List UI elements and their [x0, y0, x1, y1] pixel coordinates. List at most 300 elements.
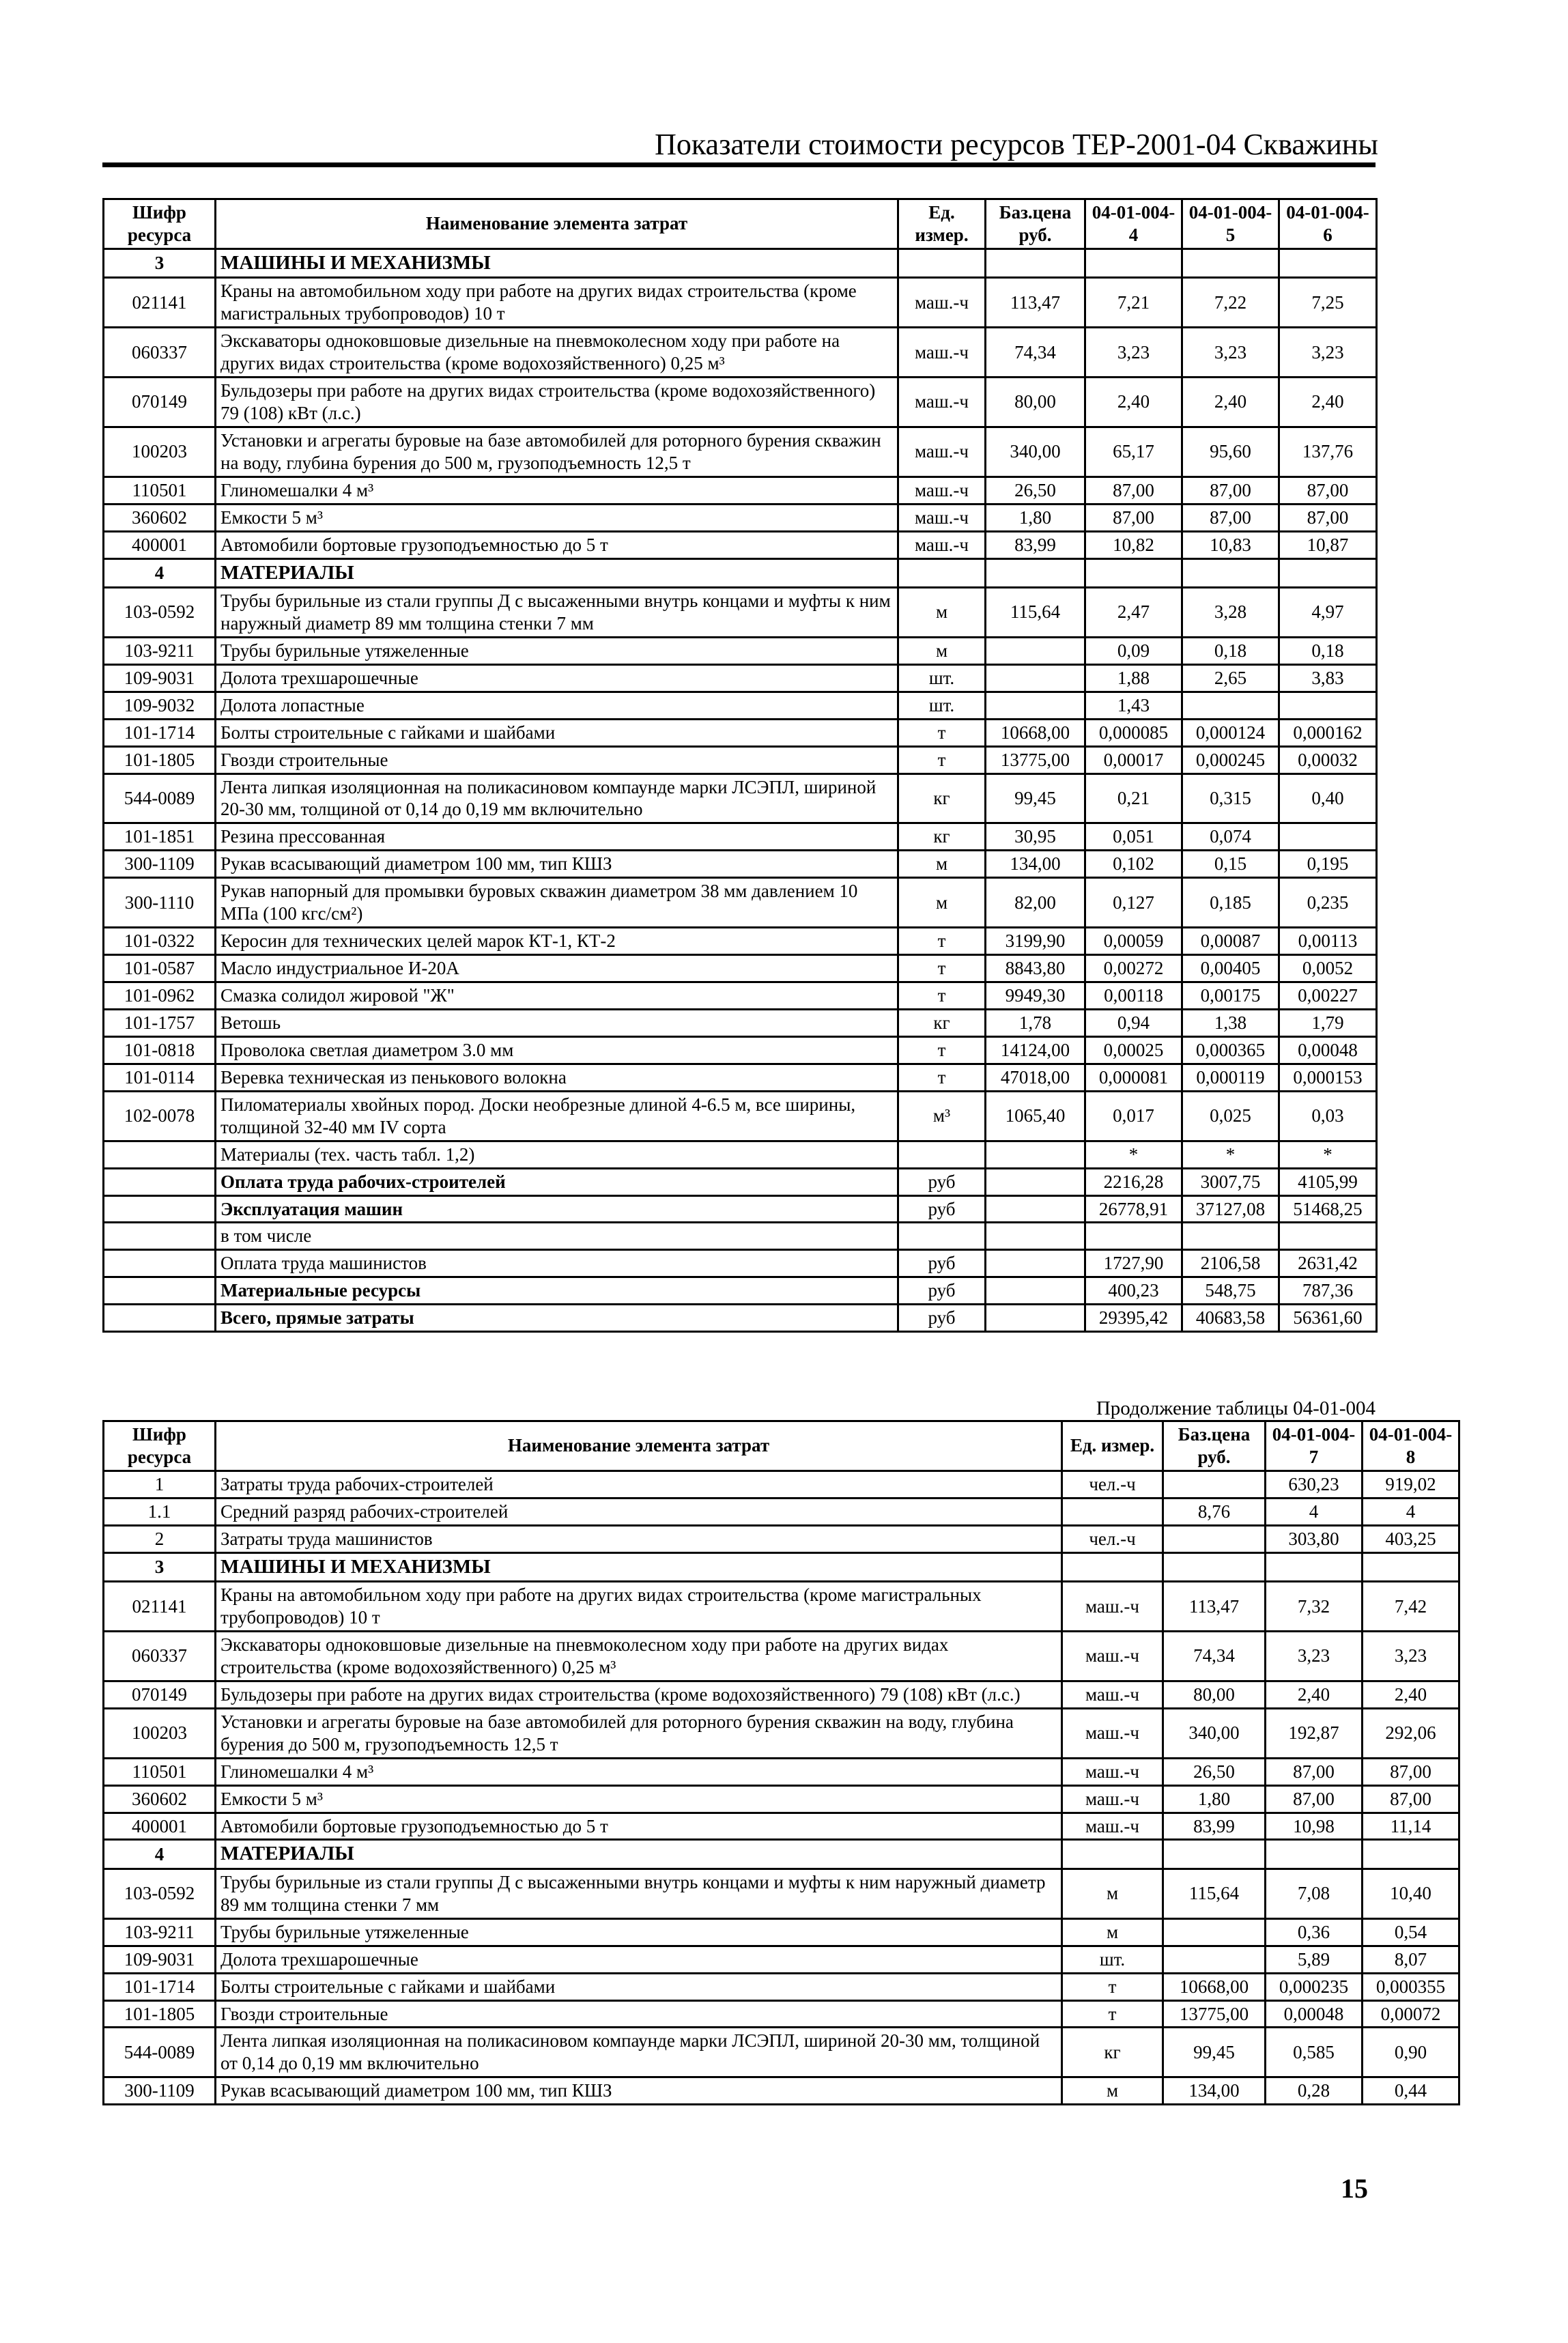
table-row	[104, 1525, 1459, 1552]
norm-value-cell	[1182, 1223, 1279, 1250]
base-price-cell	[1163, 1946, 1266, 1973]
col-header-norm: 04-01-004-7	[1266, 1421, 1363, 1471]
base-price-cell: 340,00	[986, 427, 1085, 477]
resource-name-cell: Резина прессованная	[216, 823, 898, 851]
table-row	[104, 1708, 1459, 1758]
norm-value-cell: 3,23	[1182, 328, 1279, 378]
table-row	[104, 1631, 1459, 1681]
table-row	[104, 1277, 1377, 1305]
norm-value-cell: 0,54	[1363, 1918, 1459, 1946]
resource-code-cell: 103-9211	[104, 1918, 216, 1946]
norm-value-cell	[1182, 692, 1279, 719]
base-price-cell: 1,80	[986, 504, 1085, 531]
resource-code-cell: 300-1109	[104, 851, 216, 878]
norm-value-cell	[1266, 1840, 1363, 1869]
norm-value-cell	[1279, 248, 1377, 277]
unit-cell: т	[898, 1036, 986, 1064]
col-header-price: Баз.цена руб.	[1163, 1421, 1266, 1471]
norm-value-cell: 3,83	[1279, 664, 1377, 692]
base-price-cell: 80,00	[986, 378, 1085, 427]
table-row	[104, 637, 1377, 664]
resource-code-cell: 100203	[104, 1708, 216, 1758]
resource-name-cell: Установки и агрегаты буровые на базе автомобилей для роторного бурения скважин на воду, глубина бурения до 500 м, грузоподъемность 12,5 т	[216, 1708, 1062, 1758]
resource-name-cell: Веревка техническая из пенькового волокна	[216, 1064, 898, 1091]
unit-cell	[1062, 1498, 1163, 1525]
table-row	[104, 1918, 1459, 1946]
norm-value-cell: 0,90	[1363, 2028, 1459, 2077]
resource-code-cell: 060337	[104, 328, 216, 378]
norm-value-cell: 0,00025	[1085, 1036, 1182, 1064]
base-price-cell: 10668,00	[986, 719, 1085, 746]
resource-name-cell: МАШИНЫ И МЕХАНИЗМЫ	[216, 248, 898, 277]
norm-value-cell: 2,40	[1363, 1681, 1459, 1708]
norm-value-cell	[1279, 558, 1377, 587]
resource-code-cell: 4	[104, 558, 216, 587]
norm-value-cell: 0,000085	[1085, 719, 1182, 746]
norm-value-cell: 0,44	[1363, 2077, 1459, 2105]
norm-value-cell: 4,97	[1279, 587, 1377, 637]
norm-value-cell: 37127,08	[1182, 1195, 1279, 1223]
table-row	[104, 1973, 1459, 2000]
col-header-price: Баз.цена руб.	[986, 199, 1085, 249]
norm-value-cell: 0,18	[1279, 637, 1377, 664]
norm-value-cell: *	[1182, 1141, 1279, 1168]
norm-value-cell: 192,87	[1266, 1708, 1363, 1758]
norm-value-cell: 7,25	[1279, 278, 1377, 328]
unit-cell: т	[1062, 2000, 1163, 2028]
base-price-cell: 14124,00	[986, 1036, 1085, 1064]
norm-value-cell: 0,000355	[1363, 1973, 1459, 2000]
unit-cell: маш.-ч	[1062, 1708, 1163, 1758]
norm-value-cell: 2,40	[1266, 1681, 1363, 1708]
table-row	[104, 1195, 1377, 1223]
resource-name-cell: Затраты труда рабочих-строителей	[216, 1471, 1062, 1498]
norm-value-cell	[1182, 248, 1279, 277]
table-row	[104, 1785, 1459, 1813]
resource-name-cell: Эксплуатация машин	[216, 1195, 898, 1223]
base-price-cell: 83,99	[986, 531, 1085, 558]
table-row	[104, 1946, 1459, 1973]
norm-value-cell: 1727,90	[1085, 1250, 1182, 1277]
norm-value-cell	[1085, 558, 1182, 587]
col-header-norm: 04-01-004-4	[1085, 199, 1182, 249]
table-row	[104, 823, 1377, 851]
base-price-cell: 113,47	[1163, 1582, 1266, 1632]
base-price-cell: 80,00	[1163, 1681, 1266, 1708]
norm-value-cell: 0,000153	[1279, 1064, 1377, 1091]
norm-value-cell: 0,36	[1266, 1918, 1363, 1946]
norm-value-cell: 0,00087	[1182, 928, 1279, 955]
page-header-title: Показатели стоимости ресурсов ТЕР-2001-04 Скважины	[655, 128, 1378, 161]
norm-value-cell: *	[1085, 1141, 1182, 1168]
unit-cell	[898, 248, 986, 277]
norm-value-cell: 26778,91	[1085, 1195, 1182, 1223]
norm-value-cell: 630,23	[1266, 1471, 1363, 1498]
unit-cell: т	[898, 1064, 986, 1091]
norm-value-cell: 3,23	[1266, 1631, 1363, 1681]
resource-code-cell: 101-1805	[104, 2000, 216, 2028]
norm-value-cell: 10,40	[1363, 1869, 1459, 1918]
base-price-cell: 10668,00	[1163, 1973, 1266, 2000]
norm-value-cell: 0,185	[1182, 878, 1279, 928]
resource-name-cell: Лента липкая изоляционная на поликасиновом компаунде марки ЛСЭПЛ, шириной 20-30 мм, толщиной от 0,14 до 0,19 мм включительно	[216, 773, 898, 823]
resource-code-cell	[104, 1168, 216, 1195]
resource-code-cell	[104, 1141, 216, 1168]
base-price-cell: 8843,80	[986, 955, 1085, 982]
table-row	[104, 1681, 1459, 1708]
norm-value-cell: 2,40	[1085, 378, 1182, 427]
norm-value-cell: 2,65	[1182, 664, 1279, 692]
col-header-unit: Ед. измер.	[898, 199, 986, 249]
col-header-name: Наименование элемента затрат	[216, 1421, 1062, 1471]
resource-code-cell: 400001	[104, 1813, 216, 1840]
norm-value-cell: 10,98	[1266, 1813, 1363, 1840]
norm-value-cell: 7,08	[1266, 1869, 1363, 1918]
resource-name-cell: МАТЕРИАЛЫ	[216, 1840, 1062, 1869]
unit-cell	[898, 1223, 986, 1250]
base-price-cell	[1163, 1840, 1266, 1869]
norm-value-cell: 0,00017	[1085, 746, 1182, 773]
table-row	[104, 477, 1377, 504]
norm-value-cell: 87,00	[1363, 1785, 1459, 1813]
resource-name-cell: Автомобили бортовые грузоподъемностью до 5 т	[216, 531, 898, 558]
base-price-cell: 134,00	[986, 851, 1085, 878]
norm-value-cell: 0,00059	[1085, 928, 1182, 955]
base-price-cell: 99,45	[986, 773, 1085, 823]
norm-value-cell: 87,00	[1085, 477, 1182, 504]
norm-value-cell: 137,76	[1279, 427, 1377, 477]
resource-name-cell: Бульдозеры при работе на других видах строительства (кроме водохозяйственного) 79 (108) кВт (л.с.)	[216, 378, 898, 427]
resource-code-cell: 400001	[104, 531, 216, 558]
norm-value-cell: 400,23	[1085, 1277, 1182, 1305]
norm-value-cell: 10,87	[1279, 531, 1377, 558]
table-row	[104, 1036, 1377, 1064]
unit-cell: м	[898, 587, 986, 637]
norm-value-cell: 548,75	[1182, 1277, 1279, 1305]
resource-name-cell: МАТЕРИАЛЫ	[216, 558, 898, 587]
resource-code-cell: 021141	[104, 1582, 216, 1632]
norm-value-cell: 1,43	[1085, 692, 1182, 719]
unit-cell	[898, 558, 986, 587]
resource-name-cell: Глиномешалки 4 м³	[216, 477, 898, 504]
resource-code-cell	[104, 1305, 216, 1332]
unit-cell: маш.-ч	[898, 427, 986, 477]
unit-cell: чел.-ч	[1062, 1471, 1163, 1498]
unit-cell: м	[1062, 1869, 1163, 1918]
resource-code-cell: 101-1757	[104, 1009, 216, 1036]
resource-name-cell: Пиломатериалы хвойных пород. Доски необрезные длиной 4-6.5 м, все ширины, толщиной 32-40 мм IV сорта	[216, 1091, 898, 1141]
norm-value-cell: 10,83	[1182, 531, 1279, 558]
norm-value-cell: 51468,25	[1279, 1195, 1377, 1223]
norm-value-cell: 0,235	[1279, 878, 1377, 928]
norm-value-cell: 0,585	[1266, 2028, 1363, 2077]
resource-code-cell: 100203	[104, 427, 216, 477]
norm-value-cell: 0,025	[1182, 1091, 1279, 1141]
resource-code-cell: 060337	[104, 1631, 216, 1681]
base-price-cell: 47018,00	[986, 1064, 1085, 1091]
unit-cell: м	[898, 637, 986, 664]
base-price-cell: 74,34	[1163, 1631, 1266, 1681]
resource-table-1	[102, 198, 1378, 1333]
resource-code-cell: 1.1	[104, 1498, 216, 1525]
norm-value-cell	[1363, 1552, 1459, 1581]
norm-value-cell: 29395,42	[1085, 1305, 1182, 1332]
base-price-cell: 30,95	[986, 823, 1085, 851]
table-row	[104, 928, 1377, 955]
resource-name-cell: Экскаваторы одноковшовые дизельные на пневмоколесном ходу при работе на других видах строительства (кроме водохозяйственного) 0,25 м³	[216, 1631, 1062, 1681]
base-price-cell: 3199,90	[986, 928, 1085, 955]
unit-cell: кг	[898, 1009, 986, 1036]
base-price-cell	[986, 692, 1085, 719]
norm-value-cell: 65,17	[1085, 427, 1182, 477]
table-row	[104, 1141, 1377, 1168]
unit-cell: маш.-ч	[1062, 1813, 1163, 1840]
norm-value-cell: 919,02	[1363, 1471, 1459, 1498]
norm-value-cell: 4	[1363, 1498, 1459, 1525]
norm-value-cell: 3,23	[1085, 328, 1182, 378]
unit-cell: руб	[898, 1250, 986, 1277]
resource-code-cell	[104, 1250, 216, 1277]
resource-name-cell: МАШИНЫ И МЕХАНИЗМЫ	[216, 1552, 1062, 1581]
norm-value-cell: 7,42	[1363, 1582, 1459, 1632]
resource-name-cell: Гвозди строительные	[216, 746, 898, 773]
unit-cell: чел.-ч	[1062, 1525, 1163, 1552]
table-row	[104, 878, 1377, 928]
base-price-cell: 115,64	[1163, 1869, 1266, 1918]
norm-value-cell: 56361,60	[1279, 1305, 1377, 1332]
norm-value-cell: 0,00032	[1279, 746, 1377, 773]
norm-value-cell: 0,000081	[1085, 1064, 1182, 1091]
table-row	[104, 1471, 1459, 1498]
norm-value-cell: 7,32	[1266, 1582, 1363, 1632]
base-price-cell: 113,47	[986, 278, 1085, 328]
norm-value-cell: 0,00072	[1363, 2000, 1459, 2028]
base-price-cell	[986, 1250, 1085, 1277]
table-row	[104, 1168, 1377, 1195]
norm-value-cell: 0,94	[1085, 1009, 1182, 1036]
col-header-norm: 04-01-004-5	[1182, 199, 1279, 249]
base-price-cell	[1163, 1525, 1266, 1552]
resource-code-cell: 1	[104, 1471, 216, 1498]
resource-name-cell: Всего, прямые затраты	[216, 1305, 898, 1332]
table-row	[104, 692, 1377, 719]
resource-code-cell: 360602	[104, 504, 216, 531]
norm-value-cell: 0,28	[1266, 2077, 1363, 2105]
norm-value-cell: 0,00048	[1279, 1036, 1377, 1064]
base-price-cell: 8,76	[1163, 1498, 1266, 1525]
table-row	[104, 851, 1377, 878]
norm-value-cell: 2631,42	[1279, 1250, 1377, 1277]
table-row	[104, 248, 1377, 277]
unit-cell: т	[898, 928, 986, 955]
norm-value-cell: 0,127	[1085, 878, 1182, 928]
table-row	[104, 1064, 1377, 1091]
unit-cell: маш.-ч	[898, 504, 986, 531]
table-row	[104, 1869, 1459, 1918]
table-row	[104, 504, 1377, 531]
table-row	[104, 1552, 1459, 1581]
norm-value-cell	[1085, 1223, 1182, 1250]
resource-name-cell: Рукав всасывающий диаметром 100 мм, тип КШЗ	[216, 851, 898, 878]
unit-cell: шт.	[898, 664, 986, 692]
base-price-cell: 115,64	[986, 587, 1085, 637]
header-rule	[102, 162, 1375, 167]
table-row	[104, 531, 1377, 558]
norm-value-cell: 0,102	[1085, 851, 1182, 878]
table-row	[104, 558, 1377, 587]
unit-cell: руб	[898, 1168, 986, 1195]
unit-cell: т	[898, 746, 986, 773]
resource-code-cell: 300-1110	[104, 878, 216, 928]
resource-name-cell: Смазка солидол жировой "Ж"	[216, 982, 898, 1010]
norm-value-cell	[1363, 1840, 1459, 1869]
base-price-cell	[986, 1168, 1085, 1195]
resource-code-cell: 2	[104, 1525, 216, 1552]
norm-value-cell: 1,79	[1279, 1009, 1377, 1036]
base-price-cell	[1163, 1552, 1266, 1581]
base-price-cell: 26,50	[1163, 1758, 1266, 1785]
base-price-cell	[986, 1195, 1085, 1223]
resource-name-cell: Экскаваторы одноковшовые дизельные на пневмоколесном ходу при работе на других видах строительства (кроме водохозяйственного) 0,25 м³	[216, 328, 898, 378]
base-price-cell: 134,00	[1163, 2077, 1266, 2105]
norm-value-cell: 0,051	[1085, 823, 1182, 851]
table-row	[104, 1091, 1377, 1141]
unit-cell: м	[1062, 1918, 1163, 1946]
norm-value-cell: 0,000119	[1182, 1064, 1279, 1091]
norm-value-cell: 3,23	[1363, 1631, 1459, 1681]
base-price-cell: 74,34	[986, 328, 1085, 378]
unit-cell: маш.-ч	[1062, 1785, 1163, 1813]
table-row	[104, 2077, 1459, 2105]
resource-name-cell: Трубы бурильные из стали группы Д с высаженными внутрь концами и муфты к ним наружный диаметр 89 мм толщина стенки 7 мм	[216, 587, 898, 637]
norm-value-cell	[1279, 1223, 1377, 1250]
table-header-row	[104, 1421, 1459, 1471]
resource-code-cell: 110501	[104, 477, 216, 504]
table-row	[104, 278, 1377, 328]
unit-cell: маш.-ч	[1062, 1582, 1163, 1632]
col-header-name: Наименование элемента затрат	[216, 199, 898, 249]
norm-value-cell: 2,40	[1279, 378, 1377, 427]
norm-value-cell: 87,00	[1182, 477, 1279, 504]
norm-value-cell	[1279, 823, 1377, 851]
unit-cell	[1062, 1840, 1163, 1869]
resource-name-cell: Ветошь	[216, 1009, 898, 1036]
norm-value-cell: 1,38	[1182, 1009, 1279, 1036]
resource-name-cell: Краны на автомобильном ходу при работе на других видах строительства (кроме магистральных трубопроводов) 10 т	[216, 1582, 1062, 1632]
resource-name-cell: Бульдозеры при работе на других видах строительства (кроме водохозяйственного) 79 (108) кВт (л.с.)	[216, 1681, 1062, 1708]
base-price-cell	[986, 1223, 1085, 1250]
resource-name-cell: Материальные ресурсы	[216, 1277, 898, 1305]
resource-code-cell: 101-0322	[104, 928, 216, 955]
unit-cell	[1062, 1552, 1163, 1581]
table-row	[104, 378, 1377, 427]
base-price-cell	[986, 637, 1085, 664]
norm-value-cell: 0,00113	[1279, 928, 1377, 955]
resource-code-cell: 110501	[104, 1758, 216, 1785]
unit-cell: маш.-ч	[1062, 1758, 1163, 1785]
table-row	[104, 719, 1377, 746]
unit-cell: м	[1062, 2077, 1163, 2105]
table-row	[104, 1582, 1459, 1632]
norm-value-cell: 87,00	[1182, 504, 1279, 531]
unit-cell: м	[898, 878, 986, 928]
resource-name-cell: Долота лопастные	[216, 692, 898, 719]
resource-code-cell: 070149	[104, 1681, 216, 1708]
resource-name-cell: Средний разряд рабочих-строителей	[216, 1498, 1062, 1525]
unit-cell: шт.	[1062, 1946, 1163, 1973]
resource-name-cell: Глиномешалки 4 м³	[216, 1758, 1062, 1785]
norm-value-cell: 0,15	[1182, 851, 1279, 878]
norm-value-cell: 787,36	[1279, 1277, 1377, 1305]
unit-cell: кг	[1062, 2028, 1163, 2077]
norm-value-cell: 0,00272	[1085, 955, 1182, 982]
resource-code-cell: 544-0089	[104, 2028, 216, 2077]
col-header-code: Шифр ресурса	[104, 1421, 216, 1471]
base-price-cell: 83,99	[1163, 1813, 1266, 1840]
continuation-label: Продолжение таблицы 04-01-004	[1096, 1397, 1375, 1419]
unit-cell: т	[898, 982, 986, 1010]
table-row	[104, 773, 1377, 823]
table-row	[104, 2000, 1459, 2028]
norm-value-cell: 11,14	[1363, 1813, 1459, 1840]
resource-code-cell: 103-0592	[104, 1869, 216, 1918]
unit-cell: руб	[898, 1305, 986, 1332]
table-row	[104, 328, 1377, 378]
norm-value-cell: 87,00	[1085, 504, 1182, 531]
col-header-code: Шифр ресурса	[104, 199, 216, 249]
resource-name-cell: Оплата труда машинистов	[216, 1250, 898, 1277]
table-row	[104, 1250, 1377, 1277]
resource-table-2	[102, 1420, 1460, 2105]
base-price-cell: 1,78	[986, 1009, 1085, 1036]
norm-value-cell: 0,00118	[1085, 982, 1182, 1010]
resource-name-cell: Рукав напорный для промывки буровых скважин диаметром 38 мм давлением 10 МПа (100 кгс/см²)	[216, 878, 898, 928]
resource-name-cell: Автомобили бортовые грузоподъемностью до 5 т	[216, 1813, 1062, 1840]
table-row	[104, 1758, 1459, 1785]
resource-name-cell: Долота трехшарошечные	[216, 664, 898, 692]
unit-cell: т	[1062, 1973, 1163, 2000]
resource-code-cell: 3	[104, 1552, 216, 1581]
resource-code-cell: 300-1109	[104, 2077, 216, 2105]
resource-code-cell	[104, 1195, 216, 1223]
resource-name-cell: Емкости 5 м³	[216, 504, 898, 531]
resource-name-cell: Болты строительные с гайками и шайбами	[216, 719, 898, 746]
norm-value-cell: 0,00405	[1182, 955, 1279, 982]
resource-code-cell: 101-1714	[104, 1973, 216, 2000]
resource-name-cell: Емкости 5 м³	[216, 1785, 1062, 1813]
norm-value-cell: 0,315	[1182, 773, 1279, 823]
norm-value-cell: 10,82	[1085, 531, 1182, 558]
norm-value-cell: 0,00048	[1266, 2000, 1363, 2028]
resource-code-cell: 109-9031	[104, 664, 216, 692]
norm-value-cell: 0,017	[1085, 1091, 1182, 1141]
table-row	[104, 746, 1377, 773]
base-price-cell	[986, 664, 1085, 692]
resource-name-cell: Болты строительные с гайками и шайбами	[216, 1973, 1062, 2000]
norm-value-cell	[1182, 558, 1279, 587]
base-price-cell: 13775,00	[986, 746, 1085, 773]
resource-code-cell: 103-9211	[104, 637, 216, 664]
table-row	[104, 1009, 1377, 1036]
table-row	[104, 1498, 1459, 1525]
norm-value-cell: 0,000245	[1182, 746, 1279, 773]
norm-value-cell: 7,21	[1085, 278, 1182, 328]
resource-code-cell: 101-1805	[104, 746, 216, 773]
norm-value-cell: 5,89	[1266, 1946, 1363, 1973]
table-row	[104, 587, 1377, 637]
resource-name-cell: Трубы бурильные утяжеленные	[216, 637, 898, 664]
norm-value-cell: 2,47	[1085, 587, 1182, 637]
